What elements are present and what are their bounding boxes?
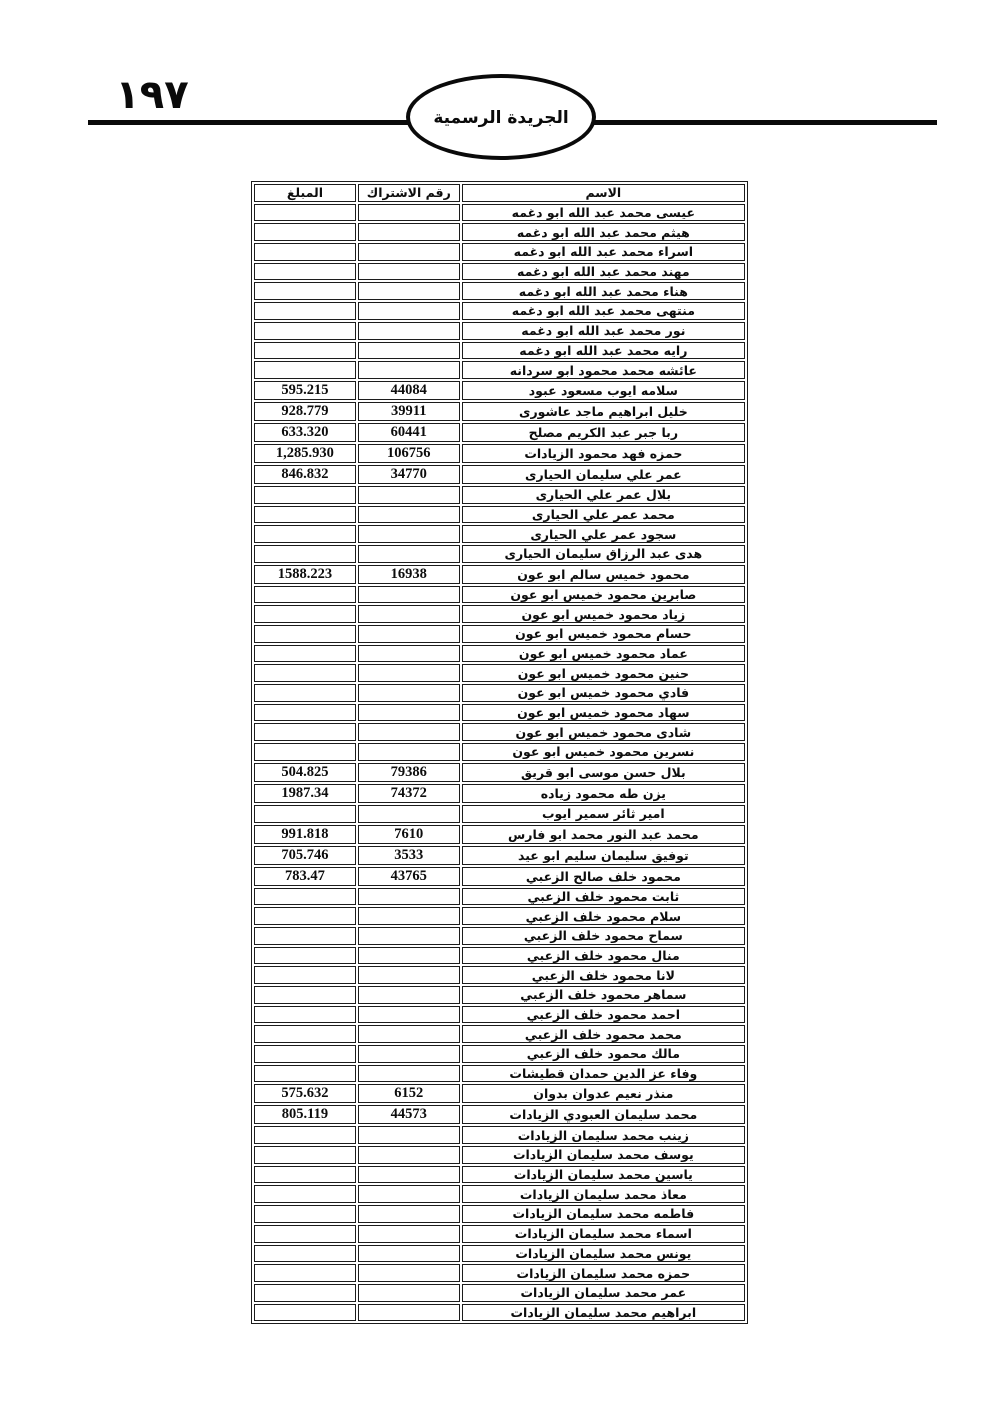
table-row bbox=[254, 243, 745, 261]
table-row bbox=[254, 1025, 745, 1043]
table-row bbox=[254, 1205, 745, 1223]
name-cell: توفيق سليمان سليم ابو عيد bbox=[462, 846, 745, 865]
amount-cell bbox=[254, 1264, 356, 1282]
amount-cell bbox=[254, 986, 356, 1004]
amount-cell: 991.818 bbox=[254, 825, 356, 844]
name-cell: يونس محمد سليمان الزيادات bbox=[462, 1245, 745, 1263]
name-cell: زياد محمود خميس ابو عون bbox=[462, 605, 745, 623]
amount-cell: 705.746 bbox=[254, 846, 356, 865]
subscription-number-cell bbox=[358, 1045, 460, 1063]
table-row bbox=[254, 342, 745, 360]
name-cell: اسماء محمد سليمان الزيادات bbox=[462, 1225, 745, 1243]
name-cell: حمزه فهد محمود الزيادات bbox=[462, 444, 745, 463]
name-cell: خليل ابراهيم ماجد عاشورى bbox=[462, 402, 745, 421]
name-cell: فادي محمود خميس ابو عون bbox=[462, 684, 745, 702]
subscription-number-cell bbox=[358, 743, 460, 761]
table-row bbox=[254, 664, 745, 682]
subscription-number-cell bbox=[358, 1006, 460, 1024]
subscription-number-cell: 79386 bbox=[358, 763, 460, 782]
amount-cell bbox=[254, 888, 356, 906]
subscription-number-cell bbox=[358, 1264, 460, 1282]
table-row bbox=[254, 444, 745, 463]
name-cell: عيسى محمد عبد الله ابو دغمه bbox=[462, 204, 745, 222]
name-cell: صابرين محمود خميس ابو عون bbox=[462, 586, 745, 604]
subscription-number-cell: 16938 bbox=[358, 565, 460, 584]
subscription-number-cell bbox=[358, 1225, 460, 1243]
name-cell: وفاء عز الدين حمدان قطيشات bbox=[462, 1065, 745, 1083]
table-row bbox=[254, 927, 745, 945]
amount-cell: 595.215 bbox=[254, 381, 356, 400]
name-cell: امير ثائر سمير ايوب bbox=[462, 805, 745, 823]
gazette-title: الجريدة الرسمية bbox=[433, 108, 569, 128]
subscription-number-cell bbox=[358, 625, 460, 643]
table-body bbox=[254, 204, 745, 1322]
subscription-number-cell bbox=[358, 545, 460, 563]
gazette-banner bbox=[406, 74, 596, 160]
amount-cell bbox=[254, 1006, 356, 1024]
name-cell: حنين محمود خميس ابو عون bbox=[462, 664, 745, 682]
amount-cell bbox=[254, 1205, 356, 1223]
subscription-number-cell bbox=[358, 927, 460, 945]
amount-cell bbox=[254, 223, 356, 241]
name-cell: نور محمد عبد الله ابو دغمه bbox=[462, 322, 745, 340]
subscription-number-cell bbox=[358, 664, 460, 682]
table-header-row bbox=[254, 184, 745, 202]
subscription-number-cell bbox=[358, 1065, 460, 1083]
amount-cell bbox=[254, 704, 356, 722]
amount-cell bbox=[254, 302, 356, 320]
table-row bbox=[254, 625, 745, 643]
amount-cell bbox=[254, 1065, 356, 1083]
name-cell: بلال حسن موسى ابو قريق bbox=[462, 763, 745, 782]
amount-cell: 1588.223 bbox=[254, 565, 356, 584]
amount-cell bbox=[254, 966, 356, 984]
amount-cell: 504.825 bbox=[254, 763, 356, 782]
subscription-number-cell bbox=[358, 805, 460, 823]
name-cell: اسراء محمد عبد الله ابو دغمه bbox=[462, 243, 745, 261]
subscription-number-cell bbox=[358, 1284, 460, 1302]
table-row bbox=[254, 1045, 745, 1063]
amount-cell bbox=[254, 586, 356, 604]
table-row bbox=[254, 423, 745, 442]
subscription-number-cell bbox=[358, 263, 460, 281]
table-row bbox=[254, 1185, 745, 1203]
amount-cell: 633.320 bbox=[254, 423, 356, 442]
name-cell: محمد عمر علي الحيارى bbox=[462, 506, 745, 524]
column-header-subscription: رقم الاشتراك bbox=[358, 184, 460, 202]
amount-cell bbox=[254, 1304, 356, 1322]
subscription-number-cell: 3533 bbox=[358, 846, 460, 865]
name-cell: حسام محمود خميس ابو عون bbox=[462, 625, 745, 643]
amount-cell bbox=[254, 361, 356, 379]
subscription-number-cell bbox=[358, 684, 460, 702]
subscription-number-cell bbox=[358, 361, 460, 379]
amount-cell: 805.119 bbox=[254, 1105, 356, 1124]
table-row bbox=[254, 1166, 745, 1184]
subscription-number-cell bbox=[358, 1185, 460, 1203]
amount-cell bbox=[254, 1045, 356, 1063]
amount-cell bbox=[254, 947, 356, 965]
amount-cell bbox=[254, 684, 356, 702]
table-row bbox=[254, 888, 745, 906]
subscription-number-cell bbox=[358, 243, 460, 261]
table-row bbox=[254, 784, 745, 803]
subscription-number-cell bbox=[358, 704, 460, 722]
name-cell: لانا محمود خلف الزعبي bbox=[462, 966, 745, 984]
subscription-number-cell bbox=[358, 223, 460, 241]
table-row bbox=[254, 704, 745, 722]
subscription-number-cell bbox=[358, 605, 460, 623]
table-row bbox=[254, 282, 745, 300]
table-row bbox=[254, 322, 745, 340]
amount-cell bbox=[254, 605, 356, 623]
table-row bbox=[254, 1146, 745, 1164]
table-row bbox=[254, 1264, 745, 1282]
amount-cell bbox=[254, 486, 356, 504]
name-cell: مهند محمد عبد الله ابو دغمه bbox=[462, 263, 745, 281]
subscription-number-cell bbox=[358, 204, 460, 222]
table-row bbox=[254, 565, 745, 584]
name-cell: هدى عبد الرزاق سليمان الحيارى bbox=[462, 545, 745, 563]
amount-cell bbox=[254, 1185, 356, 1203]
subscription-number-cell bbox=[358, 1304, 460, 1322]
amount-cell: 846.832 bbox=[254, 465, 356, 484]
table-row bbox=[254, 743, 745, 761]
subscription-number-cell bbox=[358, 1025, 460, 1043]
table-row bbox=[254, 846, 745, 865]
subscription-number-cell bbox=[358, 723, 460, 741]
name-cell: محمد سليمان العبودي الزيادات bbox=[462, 1105, 745, 1124]
amount-cell bbox=[254, 743, 356, 761]
name-cell: ابراهيم محمد سليمان الزيادات bbox=[462, 1304, 745, 1322]
column-header-amount: المبلغ bbox=[254, 184, 356, 202]
subscription-number-cell bbox=[358, 966, 460, 984]
column-header-name: الاسم bbox=[462, 184, 745, 202]
amount-cell bbox=[254, 506, 356, 524]
amount-cell: 1987.34 bbox=[254, 784, 356, 803]
amount-cell bbox=[254, 1126, 356, 1144]
table-row bbox=[254, 506, 745, 524]
amount-cell bbox=[254, 342, 356, 360]
subscription-number-cell: 7610 bbox=[358, 825, 460, 844]
table-row bbox=[254, 1225, 745, 1243]
amount-cell bbox=[254, 545, 356, 563]
name-cell: عماد محمود خميس ابو عون bbox=[462, 645, 745, 663]
subscription-number-cell bbox=[358, 1166, 460, 1184]
name-cell: هناء محمد عبد الله ابو دغمه bbox=[462, 282, 745, 300]
name-cell: سجود عمر علي الحيارى bbox=[462, 525, 745, 543]
amount-cell bbox=[254, 723, 356, 741]
page-number: ١٩٧ bbox=[115, 72, 189, 118]
name-cell: حمزه محمد سليمان الزيادات bbox=[462, 1264, 745, 1282]
amount-cell bbox=[254, 664, 356, 682]
amount-cell bbox=[254, 907, 356, 925]
subscription-number-cell bbox=[358, 282, 460, 300]
table-row bbox=[254, 723, 745, 741]
table-row bbox=[254, 645, 745, 663]
name-cell: عمر محمد سليمان الزيادات bbox=[462, 1284, 745, 1302]
subscription-number-cell: 43765 bbox=[358, 867, 460, 886]
amount-cell bbox=[254, 927, 356, 945]
amount-cell bbox=[254, 805, 356, 823]
name-cell: محمود خلف صالح الزعبي bbox=[462, 867, 745, 886]
subscription-number-cell bbox=[358, 302, 460, 320]
name-cell: منتهى محمد عبد الله ابو دغمه bbox=[462, 302, 745, 320]
table-row bbox=[254, 545, 745, 563]
subscription-number-cell bbox=[358, 322, 460, 340]
table-row bbox=[254, 763, 745, 782]
table-row bbox=[254, 1105, 745, 1124]
table-row bbox=[254, 1304, 745, 1322]
table-row bbox=[254, 1065, 745, 1083]
subscription-number-cell: 106756 bbox=[358, 444, 460, 463]
table-row bbox=[254, 465, 745, 484]
amount-cell bbox=[254, 1284, 356, 1302]
table-row bbox=[254, 361, 745, 379]
name-cell: عائشه محمد محمود ابو سردانه bbox=[462, 361, 745, 379]
name-cell: احمد محمود خلف الزعبي bbox=[462, 1006, 745, 1024]
table-row bbox=[254, 605, 745, 623]
name-cell: ثابت محمود خلف الزعبي bbox=[462, 888, 745, 906]
amount-cell bbox=[254, 243, 356, 261]
table-row bbox=[254, 1126, 745, 1144]
name-cell: نسرين محمود خميس ابو عون bbox=[462, 743, 745, 761]
amount-cell bbox=[254, 204, 356, 222]
name-cell: زينب محمد سليمان الزيادات bbox=[462, 1126, 745, 1144]
amount-cell bbox=[254, 1245, 356, 1263]
name-cell: ربا جبر عبد الكريم مصلح bbox=[462, 423, 745, 442]
table-row bbox=[254, 907, 745, 925]
subscription-number-cell bbox=[358, 1146, 460, 1164]
amount-cell bbox=[254, 1225, 356, 1243]
name-cell: سهاد محمود خميس ابو عون bbox=[462, 704, 745, 722]
name-cell: سلامه ايوب مسعود عبود bbox=[462, 381, 745, 400]
table-row bbox=[254, 947, 745, 965]
subscription-number-cell bbox=[358, 888, 460, 906]
name-cell: سلام محمود خلف الزعبي bbox=[462, 907, 745, 925]
table-row bbox=[254, 966, 745, 984]
subscription-number-cell bbox=[358, 907, 460, 925]
name-cell: محمد عبد النور محمد ابو فارس bbox=[462, 825, 745, 844]
name-cell: معاذ محمد سليمان الزيادات bbox=[462, 1185, 745, 1203]
name-cell: محمود خميس سالم ابو عون bbox=[462, 565, 745, 584]
table-row bbox=[254, 586, 745, 604]
name-cell: يوسف محمد سليمان الزيادات bbox=[462, 1146, 745, 1164]
amount-cell bbox=[254, 1166, 356, 1184]
subscription-number-cell bbox=[358, 1245, 460, 1263]
name-cell: سماهر محمود خلف الزعبي bbox=[462, 986, 745, 1004]
amount-cell bbox=[254, 525, 356, 543]
table-row bbox=[254, 263, 745, 281]
amount-cell bbox=[254, 322, 356, 340]
subscription-number-cell bbox=[358, 486, 460, 504]
table-row bbox=[254, 684, 745, 702]
name-cell: سماح محمود خلف الزعبي bbox=[462, 927, 745, 945]
name-cell: عمر علي سليمان الحيارى bbox=[462, 465, 745, 484]
amount-cell: 783.47 bbox=[254, 867, 356, 886]
subscription-number-cell: 34770 bbox=[358, 465, 460, 484]
amount-cell bbox=[254, 645, 356, 663]
table-row bbox=[254, 825, 745, 844]
subscription-number-cell: 74372 bbox=[358, 784, 460, 803]
subscription-number-cell bbox=[358, 525, 460, 543]
table-row bbox=[254, 525, 745, 543]
subscription-number-cell: 6152 bbox=[358, 1084, 460, 1103]
subscription-number-cell bbox=[358, 586, 460, 604]
subscription-number-cell bbox=[358, 342, 460, 360]
name-cell: بلال عمر علي الحيارى bbox=[462, 486, 745, 504]
subscription-number-cell: 44573 bbox=[358, 1105, 460, 1124]
name-cell: مالك محمود خلف الزعبي bbox=[462, 1045, 745, 1063]
amount-cell bbox=[254, 263, 356, 281]
table-row bbox=[254, 486, 745, 504]
table-row bbox=[254, 986, 745, 1004]
subscription-number-cell bbox=[358, 1126, 460, 1144]
amount-cell bbox=[254, 1146, 356, 1164]
amount-cell bbox=[254, 1025, 356, 1043]
subscription-number-cell bbox=[358, 645, 460, 663]
subscription-number-cell bbox=[358, 506, 460, 524]
amount-cell bbox=[254, 282, 356, 300]
name-cell: ياسين محمد سليمان الزيادات bbox=[462, 1166, 745, 1184]
name-cell: محمد محمود خلف الزعبي bbox=[462, 1025, 745, 1043]
table-row bbox=[254, 1006, 745, 1024]
table-row bbox=[254, 302, 745, 320]
name-cell: منذر نعيم عدوان بدوان bbox=[462, 1084, 745, 1103]
table-row bbox=[254, 867, 745, 886]
amount-cell: 928.779 bbox=[254, 402, 356, 421]
table-row bbox=[254, 204, 745, 222]
table-row bbox=[254, 805, 745, 823]
subscribers-table bbox=[251, 181, 748, 1324]
table-row bbox=[254, 402, 745, 421]
name-cell: هيثم محمد عبد الله ابو دغمه bbox=[462, 223, 745, 241]
name-cell: منال محمود خلف الزعبي bbox=[462, 947, 745, 965]
amount-cell: 1,285.930 bbox=[254, 444, 356, 463]
subscription-number-cell bbox=[358, 986, 460, 1004]
table-row bbox=[254, 223, 745, 241]
name-cell: يزن طه محمود زياده bbox=[462, 784, 745, 803]
name-cell: شادى محمود خميس ابو عون bbox=[462, 723, 745, 741]
table-row bbox=[254, 1284, 745, 1302]
amount-cell: 575.632 bbox=[254, 1084, 356, 1103]
subscription-number-cell: 44084 bbox=[358, 381, 460, 400]
subscription-number-cell bbox=[358, 947, 460, 965]
name-cell: رايه محمد عبد الله ابو دغمه bbox=[462, 342, 745, 360]
table-row bbox=[254, 1245, 745, 1263]
subscription-number-cell bbox=[358, 1205, 460, 1223]
table-row bbox=[254, 1084, 745, 1103]
table-row bbox=[254, 381, 745, 400]
subscription-number-cell: 60441 bbox=[358, 423, 460, 442]
name-cell: فاطمه محمد سليمان الزيادات bbox=[462, 1205, 745, 1223]
subscription-number-cell: 39911 bbox=[358, 402, 460, 421]
amount-cell bbox=[254, 625, 356, 643]
